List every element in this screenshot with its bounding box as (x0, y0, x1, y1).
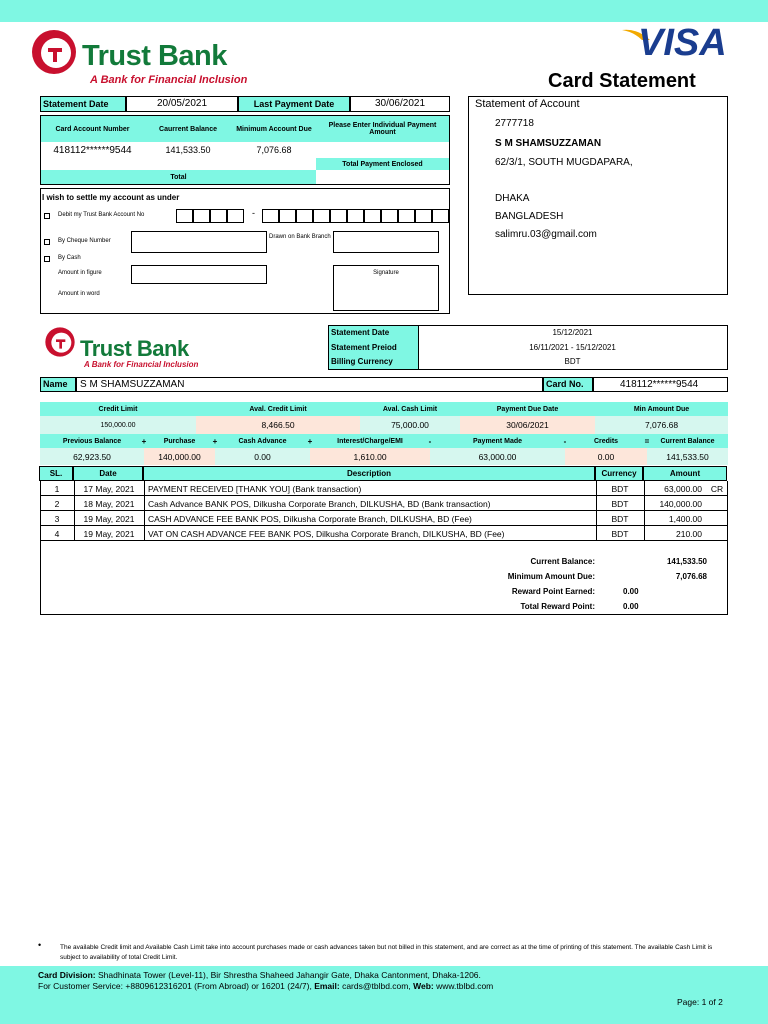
brand-tagline-secondary: A Bank for Financial Inclusion (84, 360, 199, 369)
drawn-on-label: Drawn on Bank Branch (269, 234, 331, 240)
document-title: Card Statement (548, 70, 696, 92)
amount-figure-label: Amount in figure (58, 270, 102, 276)
account-digit-box[interactable] (279, 209, 296, 223)
address-account: 2777718 (495, 118, 534, 129)
totals-label: Minimum Amount Due: (507, 572, 595, 581)
summary-value-2: 8,466.50 (196, 416, 360, 434)
summary2-value-7: 141,533.50 (647, 448, 728, 465)
tx-col-line (727, 526, 728, 541)
summary-value-3: 75,000.00 (360, 416, 460, 434)
tx-cell-desc: CASH ADVANCE FEE BANK POS, Dilkusha Corporate Branch, DILKUSHA, BD (Fee) (148, 513, 472, 524)
account-dash: - (252, 208, 255, 218)
summary-table (40, 402, 728, 465)
summary2-header-5: Payment Made (430, 434, 565, 448)
tx-col-line (40, 496, 41, 511)
account-digit-box[interactable] (296, 209, 313, 223)
tx-cell-amt: 63,000.00 (664, 483, 702, 494)
tx-cell-date: 19 May, 2021 (83, 528, 135, 539)
address-email: salimru.03@gmail.com (495, 229, 597, 240)
account-digit-box[interactable] (398, 209, 415, 223)
card-division-text: Shadhinata Tower (Level-11), Bir Shrestha Shaheed Jahangir Gate, Dhaka Cantonment, Dhaka-1206. (98, 970, 481, 980)
web-label: Web: (413, 981, 434, 991)
account-digit-box[interactable] (347, 209, 364, 223)
tx-header-description: Description (143, 466, 595, 481)
tx-cell-desc: VAT ON CASH ADVANCE FEE BANK POS, Dilkusha Corporate Branch, DILKUSHA, BD (Fee) (148, 528, 505, 539)
tx-col-line (74, 496, 75, 511)
tx-cell-cur: BDT (611, 513, 629, 524)
amount-word-label: Amount in word (58, 291, 100, 297)
billing-currency-label: Billing Currency (329, 355, 418, 369)
tx-col-line (596, 526, 597, 541)
summary-header-1: Credit Limit (40, 402, 196, 416)
note-text: The available Credit limit and Available Cash Limit take into account purchases made or cash advances taken but not billed in this statement, and are correct as at the time of printing of this statement. The available Cash Limit is subject to availability of total Credit Limit. (60, 944, 713, 961)
account-digit-box[interactable] (415, 209, 432, 223)
tx-col-line (644, 526, 645, 541)
tx-col-line (644, 496, 645, 511)
billing-currency-value: BDT (564, 357, 581, 366)
tx-col-line (596, 511, 597, 526)
account-digit-box[interactable] (193, 209, 210, 223)
summary-header-3: Aval. Cash Limit (360, 402, 460, 416)
account-digit-box[interactable] (313, 209, 330, 223)
tx-cell-cur: BDT (611, 528, 629, 539)
top-band (0, 0, 768, 22)
summary-operator: - (428, 436, 432, 446)
summary-operator: + (212, 436, 218, 446)
summary2-header-3: Cash Advance (215, 434, 310, 448)
tx-col-line (727, 481, 728, 496)
summary2-value-4: 1,610.00 (310, 448, 430, 465)
account-digit-box[interactable] (330, 209, 347, 223)
tx-col-line (74, 526, 75, 541)
card-no-value: 418112******9544 (593, 377, 728, 392)
tx-col-line (144, 481, 145, 496)
tx-col-line (40, 481, 41, 496)
amount-figure-input[interactable] (131, 265, 267, 284)
summary2-value-6: 0.00 (565, 448, 647, 465)
account-digit-box[interactable] (432, 209, 449, 223)
brand-logo (30, 28, 290, 88)
email-link[interactable]: cards@tblbd.com, (342, 981, 411, 991)
tx-col-line (144, 511, 145, 526)
account-digit-box[interactable] (227, 209, 244, 223)
summary-operator: + (141, 436, 147, 446)
tx-cell-date: 18 May, 2021 (83, 498, 135, 509)
cash-label: By Cash (58, 255, 81, 261)
customer-service-text: For Customer Service: +8809612316201 (From Abroad) or 16201 (24/7), (38, 981, 312, 991)
cheque-checkbox[interactable] (44, 239, 50, 245)
card-no-label: Card No. (543, 377, 593, 392)
tx-col-line (144, 496, 145, 511)
visa-wordmark: VISA (638, 22, 727, 64)
tx-col-line (644, 511, 645, 526)
tx-cell-desc: PAYMENT RECEIVED [THANK YOU] (Bank transaction) (148, 483, 362, 494)
tx-col-line (40, 511, 41, 526)
table-row (40, 496, 728, 511)
summary-value-5: 7,076.68 (595, 416, 728, 434)
summary2-value-2: 140,000.00 (144, 448, 215, 465)
tx-header-sl: SL. (39, 466, 73, 481)
summary-operator: + (307, 436, 313, 446)
tx-col-line (74, 481, 75, 496)
tx-cell-sl: 3 (54, 513, 60, 524)
transactions-header (40, 466, 728, 481)
account-digit-box[interactable] (210, 209, 227, 223)
cheque-label: By Cheque Number (58, 238, 111, 244)
cash-checkbox[interactable] (44, 256, 50, 262)
summary2-header-7: Current Balance (647, 434, 728, 448)
summary2-header-4: Interest/Charge/EMI (310, 434, 430, 448)
summary-header-2: Aval. Credit Limit (196, 402, 360, 416)
last-payment-value: 30/06/2021 (350, 96, 450, 112)
tx-header-date: Date (73, 466, 143, 481)
tx-header-currency: Currency (595, 466, 643, 481)
tx-cell-amt: 140,000.00 (659, 498, 702, 509)
totals-value: 141,533.50 (666, 557, 707, 566)
totals-value: 7,076.68 (675, 572, 707, 581)
tx-cell-desc: Cash Advance BANK POS, Dilkusha Corporate Branch, DILKUSHA, BD (Bank transaction) (148, 498, 491, 509)
summary-operator: - (563, 436, 567, 446)
totals-label: Current Balance: (530, 557, 595, 566)
signature-label: Signature (373, 270, 399, 276)
cheque-number-input[interactable] (131, 231, 267, 253)
summary2-header-2: Purchase (144, 434, 215, 448)
brand-logo-secondary (44, 326, 244, 374)
page-number: Page: 1 of 2 (677, 997, 723, 1007)
tx-col-line (727, 511, 728, 526)
footer-division (38, 970, 481, 980)
tx-cell-cur: BDT (611, 483, 629, 494)
totals-label: Total Reward Point: (520, 602, 595, 611)
stmt-date-label: Statement Date (329, 326, 418, 340)
total-enclosed-label: Total Payment Enclosed (316, 158, 449, 170)
tx-col-line (74, 511, 75, 526)
totals-value: 0.00 (623, 602, 639, 611)
tx-cell-date: 19 May, 2021 (83, 513, 135, 524)
info-divider (418, 325, 419, 370)
totals-value: 0.00 (623, 587, 639, 596)
debit-checkbox[interactable] (44, 213, 50, 219)
account-digit-box[interactable] (176, 209, 193, 223)
tx-header-amount: Amount (643, 466, 727, 481)
table-row (40, 511, 728, 526)
stmt-period-label: Statement Preiod (329, 340, 418, 355)
table-row (40, 481, 728, 496)
web-link[interactable]: www.tblbd.com (436, 981, 494, 991)
summary2-header-1: Previous Balance (40, 434, 144, 448)
name-value: S M SHAMSUZZAMAN (76, 377, 543, 392)
card-division-label: Card Division: (38, 970, 96, 980)
address-heading: Statement of Account (475, 98, 580, 110)
last-payment-label: Last Payment Date (238, 96, 350, 112)
debit-label: Debit my Trust Bank Account No (58, 212, 145, 218)
tx-col-line (596, 481, 597, 496)
summary-header-5: Min Amount Due (595, 402, 728, 416)
summary2-value-1: 62,923.50 (40, 448, 144, 465)
visa-logo (620, 24, 730, 64)
transactions-body (40, 481, 728, 541)
tx-cell-sl: 4 (54, 528, 60, 539)
summary-value-1: 150,000.00 (40, 416, 196, 434)
col-min-due: Minimum Account Due (232, 116, 316, 142)
name-label: Name (40, 377, 76, 392)
remit-balance: 141,533.50 (165, 145, 211, 155)
note-bullet: • (38, 940, 42, 950)
col-payment-amount: Please Enter Individual Payment Amount (316, 116, 449, 142)
tx-cell-cr (706, 511, 728, 526)
address-country: BANGLADESH (495, 211, 564, 222)
trust-bank-emblem-icon (30, 28, 78, 76)
tx-cell-cur: BDT (611, 498, 629, 509)
total-label: Total (41, 170, 316, 184)
tx-cell-amt: 1,400.00 (668, 513, 702, 524)
stmt-date-value: 15/12/2021 (552, 328, 593, 337)
summary2-value-5: 63,000.00 (430, 448, 565, 465)
summary-value-4: 30/06/2021 (460, 416, 595, 434)
account-digit-box[interactable] (364, 209, 381, 223)
tx-cell-sl: 2 (54, 498, 60, 509)
tx-cell-amt: 210.00 (676, 528, 702, 539)
tx-col-line (727, 496, 728, 511)
summary-header-4: Payment Due Date (460, 402, 595, 416)
brand-name: Trust Bank (82, 40, 227, 72)
tx-cell-cr (706, 496, 728, 511)
summary-operator: = (644, 436, 650, 446)
table-row (40, 526, 728, 541)
tx-cell-cr (706, 526, 728, 541)
stmt-period-value: 16/11/2021 - 15/12/2021 (529, 343, 616, 352)
tx-cell-sl: 1 (54, 483, 60, 494)
summary2-header-6: Credits (565, 434, 647, 448)
address-line1: 62/3/1, SOUTH MUGDAPARA, (495, 157, 633, 168)
col-current-balance: Caurrent Balance (144, 116, 232, 142)
summary2-value-3: 0.00 (215, 448, 310, 465)
tx-col-line (596, 496, 597, 511)
tx-col-line (40, 526, 41, 541)
payment-amount-input[interactable] (316, 142, 449, 158)
address-name: S M SHAMSUZZAMAN (495, 138, 602, 149)
trust-bank-emblem-icon (44, 326, 76, 358)
footer-contact (38, 981, 493, 991)
statement-date-value: 20/05/2021 (126, 96, 238, 112)
settle-heading: I wish to settle my account as under (42, 193, 180, 202)
col-card-account: Card Account Number (41, 116, 144, 142)
tx-col-line (144, 526, 145, 541)
drawn-on-input[interactable] (333, 231, 439, 253)
address-city: DHAKA (495, 193, 530, 204)
account-digit-box[interactable] (262, 209, 279, 223)
tx-col-line (644, 481, 645, 496)
tx-cell-cr: CR (710, 483, 724, 494)
brand-tagline: A Bank for Financial Inclusion (90, 74, 248, 86)
email-label: Email: (314, 981, 340, 991)
totals-label: Reward Point Earned: (511, 587, 595, 596)
statement-date-label: Statement Date (40, 96, 126, 112)
tx-cell-date: 17 May, 2021 (83, 483, 135, 494)
brand-name-secondary: Trust Bank (80, 336, 189, 361)
remit-min-due: 7,076.68 (256, 145, 292, 155)
account-digit-box[interactable] (381, 209, 398, 223)
remit-card-number: 418112******9544 (53, 144, 132, 156)
